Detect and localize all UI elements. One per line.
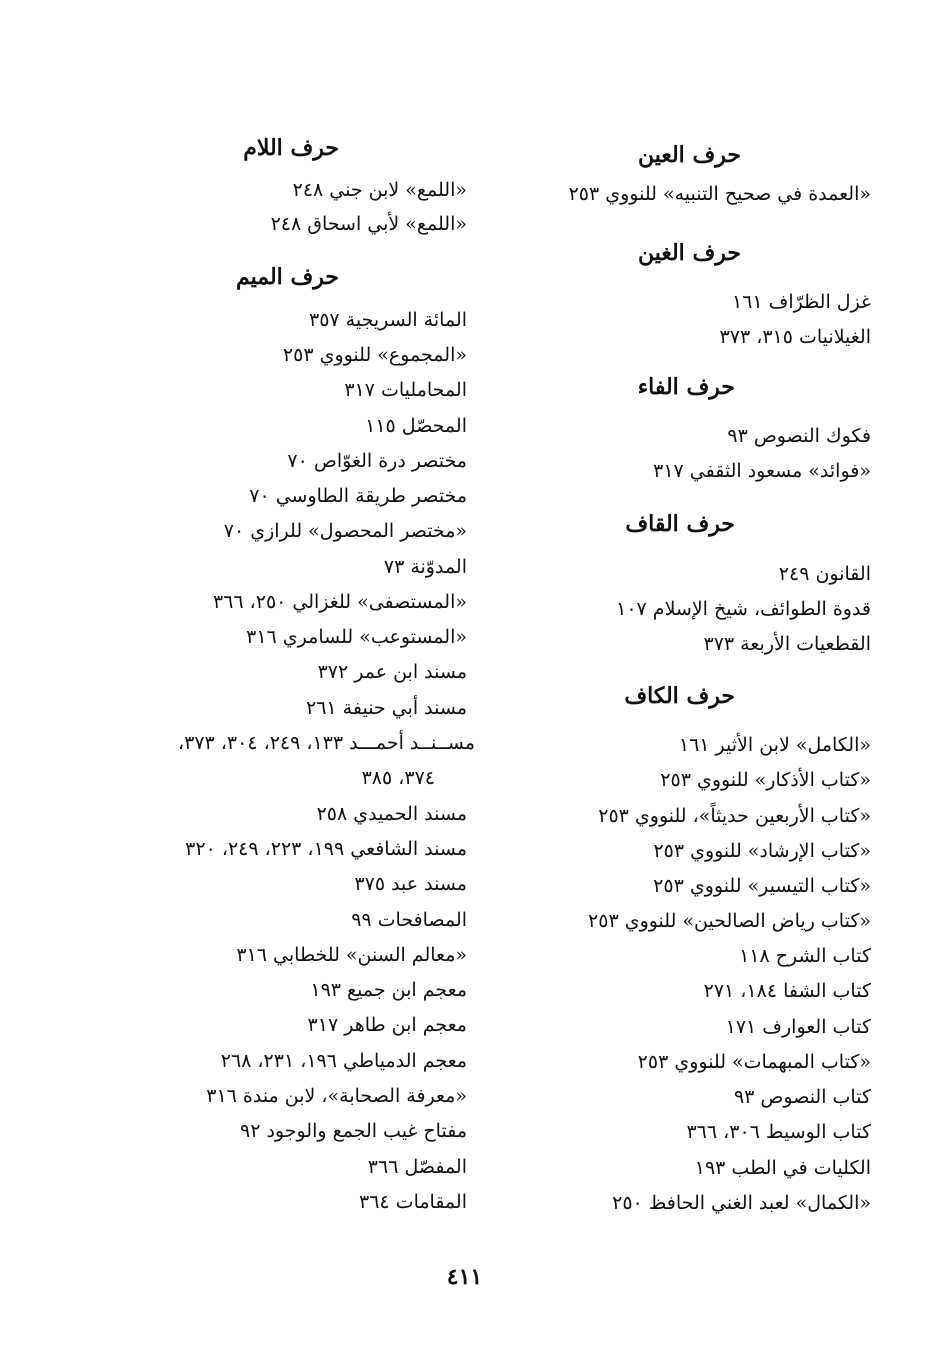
index-entry: «المجموع» للنووي ٢٥٣ [282, 344, 467, 366]
index-entry: المدوّنة ٧٣ [383, 556, 467, 578]
index-entry: مســنــد أحمـــد ١٣٣، ٢٤٩، ٣٠٤، ٣٧٣، [177, 732, 475, 754]
index-entry: القطعيات الأربعة ٣٧٣ [703, 633, 871, 655]
section-heading-ghain: حرف الغين [637, 240, 741, 266]
index-entry: «معالم السنن» للخطابي ٣١٦ [236, 944, 467, 966]
index-entry: «كتاب الأذكار» للنووي ٢٥٣ [660, 769, 871, 791]
index-entry: «مختصر المحصول» للرازي ٧٠ [223, 520, 467, 542]
index-entry: مسند الحميدي ٢٥٨ [316, 803, 467, 825]
index-entry: «كتاب الإرشاد» للنووي ٢٥٣ [653, 840, 871, 862]
index-entry: كتاب الشرح ١١٨ [739, 945, 871, 967]
index-entry: «الكامل» لابن الأثير ١٦١ [678, 734, 871, 756]
index-entry: كتاب العوارف ١٧١ [725, 1016, 871, 1038]
section-heading-fa: حرف الفاء [637, 374, 735, 400]
index-entry: المفصّل ٣٦٦ [367, 1156, 467, 1178]
index-entry: معجم ابن جميع ١٩٣ [310, 979, 467, 1001]
index-entry: «كتاب التيسير» للنووي ٢٥٣ [653, 875, 871, 897]
index-entry: كتاب النصوص ٩٣ [733, 1086, 871, 1108]
index-entry: مسند ابن عمر ٣٧٢ [317, 661, 467, 683]
index-entry: كتاب الوسيط ٣٠٦، ٣٦٦ [686, 1121, 871, 1143]
index-entry: مفتاح غيب الجمع والوجود ٩٢ [240, 1120, 467, 1142]
section-heading-ain: حرف العين [637, 142, 741, 168]
index-entry: معجم ابن طاهر ٣١٧ [307, 1014, 467, 1036]
index-entry: «كتاب المبهمات» للنووي ٢٥٣ [637, 1051, 871, 1073]
section-heading-qaf: حرف القاف [625, 511, 735, 537]
index-entry: مختصر طريقة الطاوسي ٧٠ [249, 485, 467, 507]
index-entry: فكوك النصوص ٩٣ [727, 425, 871, 447]
index-entry: «اللمع» لابن جني ٢٤٨ [292, 179, 467, 201]
index-entry: «فوائد» مسعود الثقفي ٣١٧ [653, 460, 871, 482]
index-entry: «معرفة الصحابة»، لابن مندة ٣١٦ [206, 1085, 467, 1107]
section-heading-kaf: حرف الكاف [624, 683, 735, 709]
index-entry: المحامليات ٣١٧ [344, 379, 467, 401]
index-entry: كتاب الشفا ١٨٤، ٢٧١ [703, 980, 871, 1002]
index-entry: المحصّل ١١٥ [365, 415, 467, 437]
page-number: ٤١١ [446, 1264, 483, 1290]
index-entry: غزل الظرّاف ١٦١ [731, 291, 871, 313]
index-entry: مختصر درة الغوّاص ٧٠ [287, 450, 467, 472]
index-entry: المصافحات ٩٩ [351, 909, 467, 931]
index-entry: «اللمع» لأبي اسحاق ٢٤٨ [270, 213, 467, 235]
index-entry: «كتاب الأربعين حديثاً»، للنووي ٢٥٣ [598, 805, 871, 827]
section-heading-mim: حرف الميم [235, 264, 339, 290]
index-entry: «المستوعب» للسامري ٣١٦ [246, 626, 467, 648]
index-entry: «العمدة في صحيح التنبيه» للنووي ٢٥٣ [568, 183, 871, 205]
section-heading-lam: حرف اللام [243, 135, 339, 161]
index-entry: مسند الشافعي ١٩٩، ٢٢٣، ٢٤٩، ٣٢٠ [185, 838, 467, 860]
index-entry-continuation: ٣٧٤، ٣٨٥ [361, 767, 435, 789]
index-entry: «الكمال» لعبد الغني الحافظ ٢٥٠ [612, 1192, 871, 1214]
index-entry: «كتاب رياض الصالحين» للنووي ٢٥٣ [588, 910, 871, 932]
index-entry: مسند أبي حنيفة ٢٦١ [306, 697, 467, 719]
index-entry: المقامات ٣٦٤ [359, 1191, 467, 1213]
index-entry: معجم الدمياطي ١٩٦، ٢٣١، ٢٦٨ [220, 1050, 467, 1072]
index-entry: الغيلانيات ٣١٥، ٣٧٣ [719, 326, 871, 348]
index-entry: المائة السريجية ٣٥٧ [309, 309, 467, 331]
index-entry: مسند عبد ٣٧٥ [354, 873, 467, 895]
index-entry: قدوة الطوائف، شيخ الإسلام ١٠٧ [616, 598, 871, 620]
index-entry: القانون ٢٤٩ [778, 563, 871, 585]
index-entry: «المستصفى» للغزالي ٢٥٠، ٣٦٦ [212, 591, 467, 613]
index-entry: الكليات في الطب ١٩٣ [694, 1157, 871, 1179]
